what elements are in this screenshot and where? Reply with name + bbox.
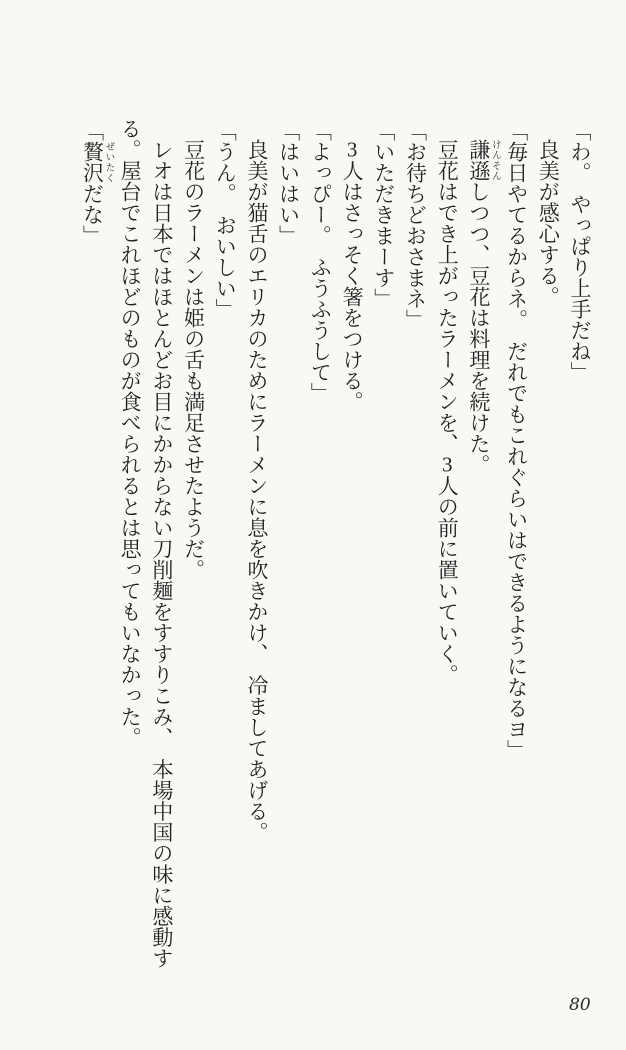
text-line-11: 良美が猫舌のエリカのためにラーメンに息を吹きかけ、 冷ましてあげる。 — [244, 139, 269, 843]
ruby-annotated-word: 贅沢 ぜいたく — [80, 141, 114, 183]
text-line-15: る。屋台でこれほどのものが食べられるとは思ってもいなかった。 — [118, 118, 143, 748]
text-line-3: 「毎日やてるからネ。 だれでもこれぐらいはできるようになるヨ」 — [504, 120, 529, 761]
text-line-13: 豆花のラーメンは姫の舌も満足させたようだ。 — [181, 139, 206, 580]
text-line-1: 「わ。 やっぱり上手だね」 — [568, 120, 592, 383]
text-line-12: 「うん。 おいしい」 — [213, 120, 238, 320]
text-line-16: 「贅沢 ぜいたくだな」 — [80, 120, 114, 246]
text-line-6: 「お待ちどおさまネ」 — [403, 120, 428, 330]
upright-digit: 3 — [441, 454, 453, 475]
ruby-annotated-word: 謙遜 けんそん — [466, 139, 500, 181]
furigana: ぜいたく — [103, 141, 114, 183]
text-line-9: 「よっぴー。 ふうふうして」 — [308, 120, 333, 404]
text-line-4: 謙遜 けんそんしつつ、豆花は料理を続けた。 — [466, 139, 500, 475]
text-line-7: 「いただきまーす」 — [371, 120, 396, 309]
text-line-8: 3人はさっそく箸をつける。 — [340, 139, 365, 412]
text-line-14: レオは日本ではほとんどお目にかからない刀削麺をすすりこみ、 本場中国の味に感動す — [149, 139, 174, 969]
text-block — [76, 118, 595, 990]
text-line-2: 良美が感心する。 — [536, 139, 561, 307]
furigana: けんそん — [489, 139, 500, 181]
text-line-10: 「はいはい」 — [276, 120, 301, 246]
upright-digit: 3 — [346, 139, 358, 160]
page-number: 80 — [569, 995, 591, 1015]
text-line-5: 豆花はでき上がったラーメンを、3人の前に置いていく。 — [435, 139, 460, 685]
